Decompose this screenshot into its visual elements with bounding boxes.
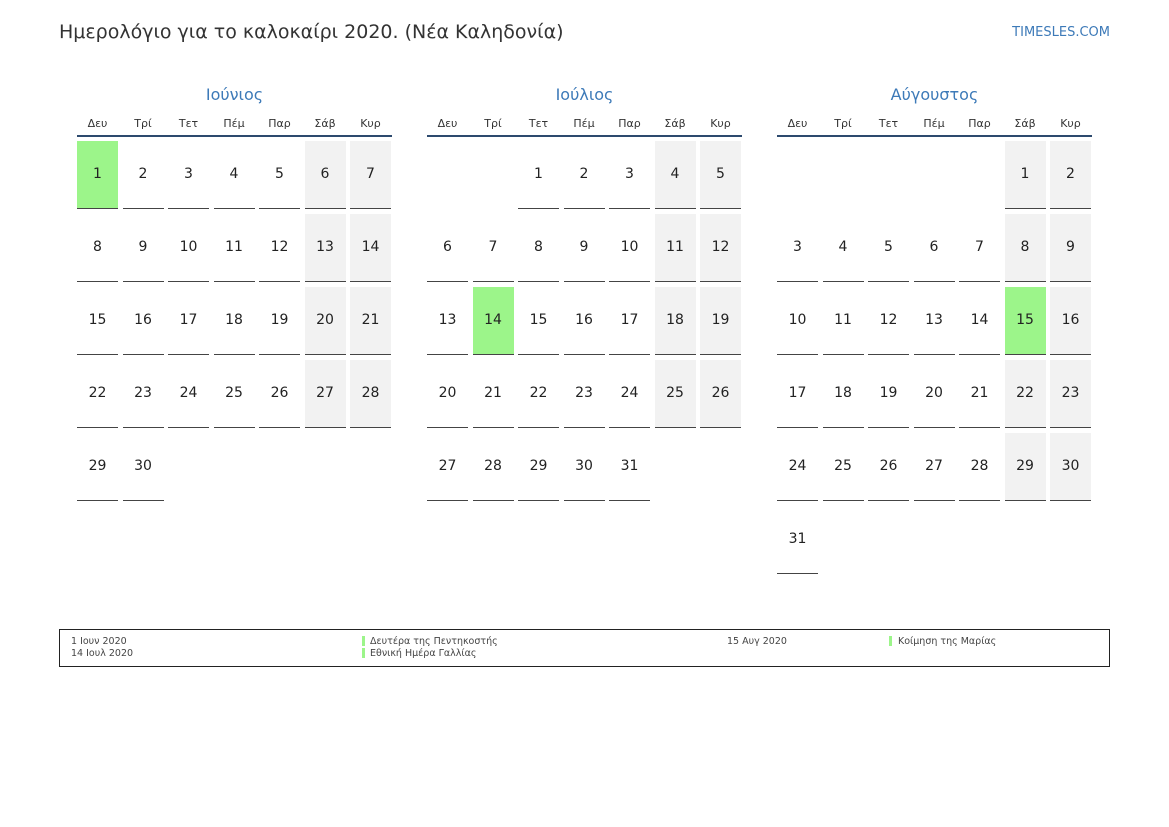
empty-day-cell	[914, 141, 955, 209]
day-cell[interactable]: 13	[427, 287, 468, 355]
day-cell[interactable]: 17	[777, 360, 818, 428]
legend-holiday-name: Κοίμηση της Μαρίας	[898, 636, 997, 647]
weekend-day-cell[interactable]: 27	[305, 360, 346, 428]
day-cell[interactable]: 21	[959, 360, 1000, 428]
weekday-header	[427, 115, 742, 135]
weekend-day-cell[interactable]: 5	[700, 141, 741, 209]
empty-day-cell	[350, 433, 391, 501]
weekday-label: Πέμ	[223, 117, 245, 130]
empty-day-cell	[259, 433, 300, 501]
weekend-day-cell[interactable]: 14	[350, 214, 391, 282]
weekend-day-cell[interactable]: 12	[700, 214, 741, 282]
day-cell[interactable]: 7	[959, 214, 1000, 282]
weekend-day-cell[interactable]: 21	[350, 287, 391, 355]
weekday-label: Τετ	[528, 117, 549, 130]
empty-day-cell	[868, 506, 909, 574]
weekend-day-cell[interactable]: 9	[1050, 214, 1091, 282]
month-name: Ιούλιος	[555, 85, 614, 104]
day-cell[interactable]: 24	[609, 360, 650, 428]
weekday-label: Κυρ	[710, 117, 731, 130]
weekend-day-cell[interactable]: 2	[1050, 141, 1091, 209]
holiday-day-cell[interactable]: 1	[77, 141, 118, 209]
day-cell[interactable]: 9	[123, 214, 164, 282]
weekend-day-cell[interactable]: 23	[1050, 360, 1091, 428]
weekday-label: Τρί	[834, 117, 852, 130]
day-cell[interactable]: 20	[427, 360, 468, 428]
days-grid	[777, 141, 1092, 574]
weekend-day-cell[interactable]: 26	[700, 360, 741, 428]
weekend-day-cell[interactable]: 29	[1005, 433, 1046, 501]
month-divider	[77, 135, 392, 137]
day-cell[interactable]: 18	[214, 287, 255, 355]
weekend-day-cell[interactable]: 6	[305, 141, 346, 209]
day-cell[interactable]: 5	[868, 214, 909, 282]
holiday-day-cell[interactable]: 15	[1005, 287, 1046, 355]
day-cell[interactable]: 17	[609, 287, 650, 355]
day-cell[interactable]: 16	[564, 287, 605, 355]
empty-day-cell	[823, 506, 864, 574]
empty-day-cell	[1050, 506, 1091, 574]
weekday-label: Παρ	[968, 117, 991, 130]
holiday-legend	[59, 629, 1110, 667]
day-cell[interactable]: 2	[123, 141, 164, 209]
day-cell[interactable]: 30	[123, 433, 164, 501]
weekend-day-cell[interactable]: 25	[655, 360, 696, 428]
day-cell[interactable]: 15	[77, 287, 118, 355]
page-title: Ημερολόγιο για το καλοκαίρι 2020. (Νέα Καληδονία)	[59, 21, 564, 43]
day-cell[interactable]: 12	[868, 287, 909, 355]
day-cell[interactable]: 24	[777, 433, 818, 501]
month-name: Ιούνιος	[205, 85, 264, 104]
day-cell[interactable]: 3	[609, 141, 650, 209]
weekend-day-cell[interactable]: 11	[655, 214, 696, 282]
weekday-label: Πέμ	[923, 117, 945, 130]
weekday-header	[77, 115, 392, 135]
day-cell[interactable]: 15	[518, 287, 559, 355]
day-cell[interactable]: 2	[564, 141, 605, 209]
day-cell[interactable]: 19	[868, 360, 909, 428]
day-cell[interactable]: 11	[214, 214, 255, 282]
weekday-label: Δευ	[87, 117, 108, 130]
weekend-day-cell[interactable]: 1	[1005, 141, 1046, 209]
days-grid	[77, 141, 392, 501]
month-name: Αύγουστος	[890, 85, 979, 104]
weekend-day-cell[interactable]: 8	[1005, 214, 1046, 282]
day-cell[interactable]: 28	[959, 433, 1000, 501]
weekday-label: Σάβ	[314, 117, 336, 130]
day-cell[interactable]: 27	[914, 433, 955, 501]
day-cell[interactable]: 7	[473, 214, 514, 282]
day-cell[interactable]: 3	[777, 214, 818, 282]
day-cell[interactable]: 21	[473, 360, 514, 428]
weekday-label: Παρ	[268, 117, 291, 130]
day-cell[interactable]: 23	[123, 360, 164, 428]
legend-holiday-name: Δευτέρα της Πεντηκοστής	[370, 636, 498, 647]
day-cell[interactable]: 4	[823, 214, 864, 282]
weekday-label: Τρί	[484, 117, 502, 130]
weekday-label: Πέμ	[573, 117, 595, 130]
empty-day-cell	[1005, 506, 1046, 574]
empty-day-cell	[214, 433, 255, 501]
days-grid	[427, 141, 742, 501]
weekend-day-cell[interactable]: 7	[350, 141, 391, 209]
brand-link[interactable]: TIMESLES.COM	[1012, 25, 1110, 40]
day-cell[interactable]: 28	[473, 433, 514, 501]
day-cell[interactable]: 22	[518, 360, 559, 428]
empty-day-cell	[823, 141, 864, 209]
day-cell[interactable]: 29	[518, 433, 559, 501]
day-cell[interactable]: 25	[214, 360, 255, 428]
holiday-day-cell[interactable]: 14	[473, 287, 514, 355]
empty-day-cell	[777, 141, 818, 209]
weekday-label: Κυρ	[1060, 117, 1081, 130]
day-cell[interactable]: 14	[959, 287, 1000, 355]
legend-date: 15 Αυγ 2020	[727, 636, 787, 647]
day-cell[interactable]: 1	[518, 141, 559, 209]
day-cell[interactable]: 5	[259, 141, 300, 209]
month-divider	[777, 135, 1092, 137]
empty-day-cell	[168, 433, 209, 501]
day-cell[interactable]: 26	[259, 360, 300, 428]
empty-day-cell	[959, 506, 1000, 574]
empty-day-cell	[473, 141, 514, 209]
weekend-day-cell[interactable]: 4	[655, 141, 696, 209]
legend-date: 1 Ιουν 2020	[71, 636, 127, 647]
legend-date: 14 Ιουλ 2020	[71, 648, 134, 659]
holiday-marker	[362, 648, 365, 658]
empty-day-cell	[655, 433, 696, 501]
empty-day-cell	[427, 141, 468, 209]
holiday-marker	[889, 636, 892, 646]
day-cell[interactable]: 9	[564, 214, 605, 282]
month-calendar	[427, 84, 742, 501]
legend-holiday-name: Εθνική Ημέρα Γαλλίας	[370, 648, 477, 659]
weekday-label: Σάβ	[664, 117, 686, 130]
weekday-label: Τετ	[878, 117, 899, 130]
day-cell[interactable]: 27	[427, 433, 468, 501]
day-cell[interactable]: 29	[77, 433, 118, 501]
month-calendar	[777, 84, 1092, 574]
weekend-day-cell[interactable]: 16	[1050, 287, 1091, 355]
day-cell[interactable]: 31	[609, 433, 650, 501]
day-cell[interactable]: 17	[168, 287, 209, 355]
weekday-label: Δευ	[787, 117, 808, 130]
weekday-label: Τετ	[178, 117, 199, 130]
day-cell[interactable]: 26	[868, 433, 909, 501]
weekend-day-cell[interactable]: 18	[655, 287, 696, 355]
day-cell[interactable]: 20	[914, 360, 955, 428]
weekday-label: Παρ	[618, 117, 641, 130]
day-cell[interactable]: 4	[214, 141, 255, 209]
day-cell[interactable]: 19	[259, 287, 300, 355]
empty-day-cell	[700, 433, 741, 501]
day-cell[interactable]: 30	[564, 433, 605, 501]
weekday-label: Τρί	[134, 117, 152, 130]
day-cell[interactable]: 8	[518, 214, 559, 282]
weekday-label: Σάβ	[1014, 117, 1036, 130]
empty-day-cell	[868, 141, 909, 209]
empty-day-cell	[959, 141, 1000, 209]
day-cell[interactable]: 11	[823, 287, 864, 355]
weekend-day-cell[interactable]: 22	[1005, 360, 1046, 428]
day-cell[interactable]: 10	[777, 287, 818, 355]
day-cell[interactable]: 23	[564, 360, 605, 428]
day-cell[interactable]: 6	[427, 214, 468, 282]
weekday-label: Δευ	[437, 117, 458, 130]
day-cell[interactable]: 24	[168, 360, 209, 428]
month-divider	[427, 135, 742, 137]
day-cell[interactable]: 12	[259, 214, 300, 282]
day-cell[interactable]: 31	[777, 506, 818, 574]
empty-day-cell	[914, 506, 955, 574]
weekend-day-cell[interactable]: 13	[305, 214, 346, 282]
day-cell[interactable]: 10	[168, 214, 209, 282]
day-cell[interactable]: 8	[77, 214, 118, 282]
holiday-marker	[362, 636, 365, 646]
day-cell[interactable]: 25	[823, 433, 864, 501]
day-cell[interactable]: 16	[123, 287, 164, 355]
empty-day-cell	[305, 433, 346, 501]
weekday-header	[777, 115, 1092, 135]
weekend-day-cell[interactable]: 30	[1050, 433, 1091, 501]
day-cell[interactable]: 3	[168, 141, 209, 209]
weekend-day-cell[interactable]: 20	[305, 287, 346, 355]
weekend-day-cell[interactable]: 19	[700, 287, 741, 355]
month-calendar	[77, 84, 392, 501]
day-cell[interactable]: 22	[77, 360, 118, 428]
day-cell[interactable]: 18	[823, 360, 864, 428]
weekend-day-cell[interactable]: 28	[350, 360, 391, 428]
weekday-label: Κυρ	[360, 117, 381, 130]
day-cell[interactable]: 13	[914, 287, 955, 355]
day-cell[interactable]: 6	[914, 214, 955, 282]
day-cell[interactable]: 10	[609, 214, 650, 282]
